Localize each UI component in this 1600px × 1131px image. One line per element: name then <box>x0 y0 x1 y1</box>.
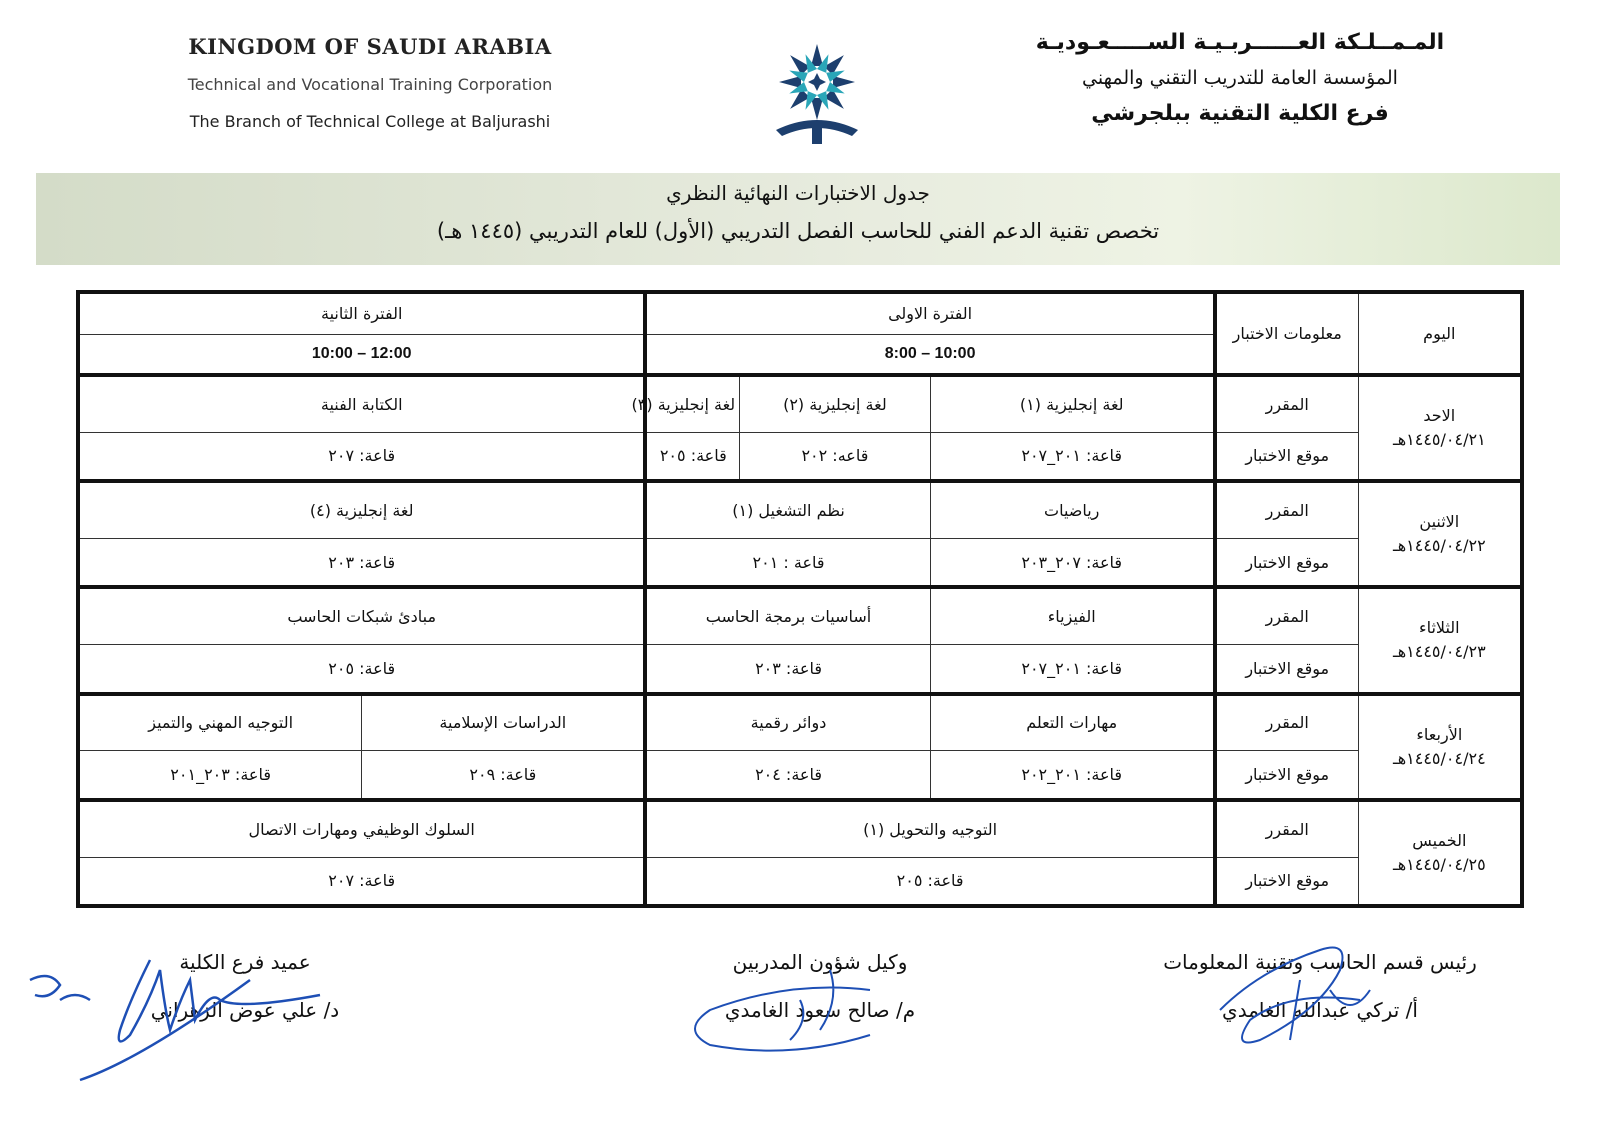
header-english <box>150 34 590 131</box>
course-cell: الفيزياء <box>930 587 1215 644</box>
room-cell: قاعة: ٢٠٥ <box>78 645 645 694</box>
period2-header: الفترة الثانية <box>78 292 645 334</box>
day-name: الثلاثاء <box>1419 618 1460 638</box>
day-date: ١٤٤٥/٠٤/٢٣هـ <box>1393 642 1486 662</box>
room-cell: قاعة: ٢٠٣ <box>78 538 645 587</box>
header-en-country: KINGDOM OF SAUDI ARABIA <box>188 34 552 59</box>
wednesday-location-row <box>78 751 1522 800</box>
period2-time: 10:00 – 12:00 <box>78 334 645 374</box>
sig-name: د/ علي عوض الزهراني <box>150 998 340 1022</box>
room-cell: قاعه: ٢٠٢ <box>740 432 930 481</box>
room-cell: قاعة: ٢٠٤ <box>645 751 930 800</box>
thursday-course-row <box>78 800 1522 857</box>
schedule-subtitle: تخصص تقنية الدعم الفني للحاسب الفصل التدريبي (الأول) للعام التدريبي (١٤٤٥ هـ) <box>436 219 1160 243</box>
location-label: موقع الاختبار <box>1215 857 1358 906</box>
room-cell: قاعة: ٢٠٧_٢٠٣ <box>930 538 1215 587</box>
course-cell: التوجيه والتحويل (١) <box>645 800 1214 857</box>
course-label: المقرر <box>1215 694 1358 751</box>
day-cell-thursday <box>1358 800 1522 906</box>
course-cell: مهارات التعلم <box>930 694 1215 751</box>
header-row-1 <box>78 292 1522 334</box>
sig-name: أ/ تركي عبدالله الغامدي <box>1222 998 1418 1022</box>
signature-dean <box>130 950 360 1022</box>
room-cell: قاعة: ٢٠١_٢٠٧ <box>930 645 1215 694</box>
course-cell: أساسيات برمجة الحاسب <box>645 587 930 644</box>
header-arabic <box>1030 30 1450 126</box>
handwritten-signature-icon <box>1200 930 1420 1060</box>
course-cell: رياضيات <box>930 481 1215 538</box>
course-label: المقرر <box>1215 481 1358 538</box>
day-name: الاحد <box>1423 405 1456 425</box>
day-name: الخميس <box>1412 830 1467 850</box>
course-cell: نظم التشغيل (١) <box>645 481 930 538</box>
col-header-day: اليوم <box>1358 292 1522 375</box>
tuesday-course-row <box>78 587 1522 644</box>
header-ar-country: المـمــلـكة العــــــربـيـة الســـــعـوديـة <box>1035 30 1445 55</box>
day-date: ١٤٤٥/٠٤/٢٤هـ <box>1393 748 1486 768</box>
sig-title: وكيل شؤون المدربين <box>732 950 908 974</box>
room-cell: قاعة: ٢٠٩ <box>362 751 646 800</box>
course-cell: لغة إنجليزية (٤) <box>78 481 645 538</box>
course-cell: دوائر رقمية <box>645 694 930 751</box>
course-cell: الكتابة الفنية <box>78 375 645 432</box>
course-cell: لغة إنجليزية (٣) <box>645 375 739 432</box>
header-en-branch: The Branch of Technical College at Baljurashi <box>189 112 551 131</box>
wednesday-course-row <box>78 694 1522 751</box>
room-cell: قاعة: ٢٠٥ <box>645 432 739 481</box>
sunday-location-row <box>78 432 1522 481</box>
tvtc-logo-icon <box>762 30 872 150</box>
header-ar-corporation: المؤسسة العامة للتدريب التقني والمهني <box>1082 67 1398 89</box>
room-cell: قاعة: ٢٠٣ <box>645 645 930 694</box>
schedule-title: جدول الاختبارات النهائية النظري <box>666 181 930 205</box>
monday-location-row <box>78 538 1522 587</box>
sig-title: عميد فرع الكلية <box>179 950 311 974</box>
handwritten-signature-icon <box>670 960 910 1070</box>
monday-course-row <box>78 481 1522 538</box>
course-cell: مبادئ شبكات الحاسب <box>78 587 645 644</box>
course-label: المقرر <box>1215 800 1358 857</box>
day-date: ١٤٤٥/٠٤/٢٥هـ <box>1393 854 1486 874</box>
header-en-corporation: Technical and Vocational Training Corporation <box>187 75 553 94</box>
location-label: موقع الاختبار <box>1215 432 1358 481</box>
course-label: المقرر <box>1215 587 1358 644</box>
room-cell: قاعة: ٢٠٥ <box>645 857 1214 906</box>
room-cell: قاعة: ٢٠١_٢٠٧ <box>930 432 1215 481</box>
room-cell: قاعة : ٢٠١ <box>645 538 930 587</box>
day-date: ١٤٤٥/٠٤/٢١هـ <box>1393 429 1486 449</box>
room-cell: قاعة: ٢٠٣_٢٠١ <box>78 751 362 800</box>
title-banner <box>36 173 1560 265</box>
thursday-location-row <box>78 857 1522 906</box>
course-cell: الدراسات الإسلامية <box>362 694 646 751</box>
period1-header: الفترة الاولى <box>645 292 1214 334</box>
signature-trainers-affairs <box>670 950 970 1022</box>
location-label: موقع الاختبار <box>1215 645 1358 694</box>
day-cell-wednesday <box>1358 694 1522 800</box>
course-cell: لغة إنجليزية (١) <box>930 375 1215 432</box>
sunday-course-row <box>78 375 1522 432</box>
day-cell-monday <box>1358 481 1522 587</box>
course-cell: لغة إنجليزية (٢) <box>740 375 930 432</box>
signatures-section <box>0 950 1600 1070</box>
room-cell: قاعة: ٢٠٧ <box>78 857 645 906</box>
tuesday-location-row <box>78 645 1522 694</box>
day-name: الاثنين <box>1419 512 1460 532</box>
day-cell-sunday <box>1358 375 1522 481</box>
period1-time: 8:00 – 10:00 <box>645 334 1214 374</box>
col-header-info: معلومات الاختبار <box>1215 292 1358 375</box>
location-label: موقع الاختبار <box>1215 751 1358 800</box>
room-cell: قاعة: ٢٠١_٢٠٢ <box>930 751 1215 800</box>
header-ar-branch: فرع الكلية التقنية ببلجرشي <box>1091 101 1389 126</box>
location-label: موقع الاختبار <box>1215 538 1358 587</box>
day-cell-tuesday <box>1358 587 1522 693</box>
day-date: ١٤٤٥/٠٤/٢٢هـ <box>1393 536 1486 556</box>
sig-title: رئيس قسم الحاسب وتقنية المعلومات <box>1163 950 1477 974</box>
signature-department-head <box>1140 950 1500 1022</box>
course-cell: السلوك الوظيفي ومهارات الاتصال <box>78 800 645 857</box>
day-name: الأربعاء <box>1416 724 1463 744</box>
course-label: المقرر <box>1215 375 1358 432</box>
exam-schedule-table <box>76 290 1524 908</box>
handwritten-signature-icon <box>20 940 360 1080</box>
room-cell: قاعة: ٢٠٧ <box>78 432 645 481</box>
sig-name: م/ صالح سعود الغامدي <box>724 998 916 1022</box>
course-cell: التوجيه المهني والتميز <box>78 694 362 751</box>
